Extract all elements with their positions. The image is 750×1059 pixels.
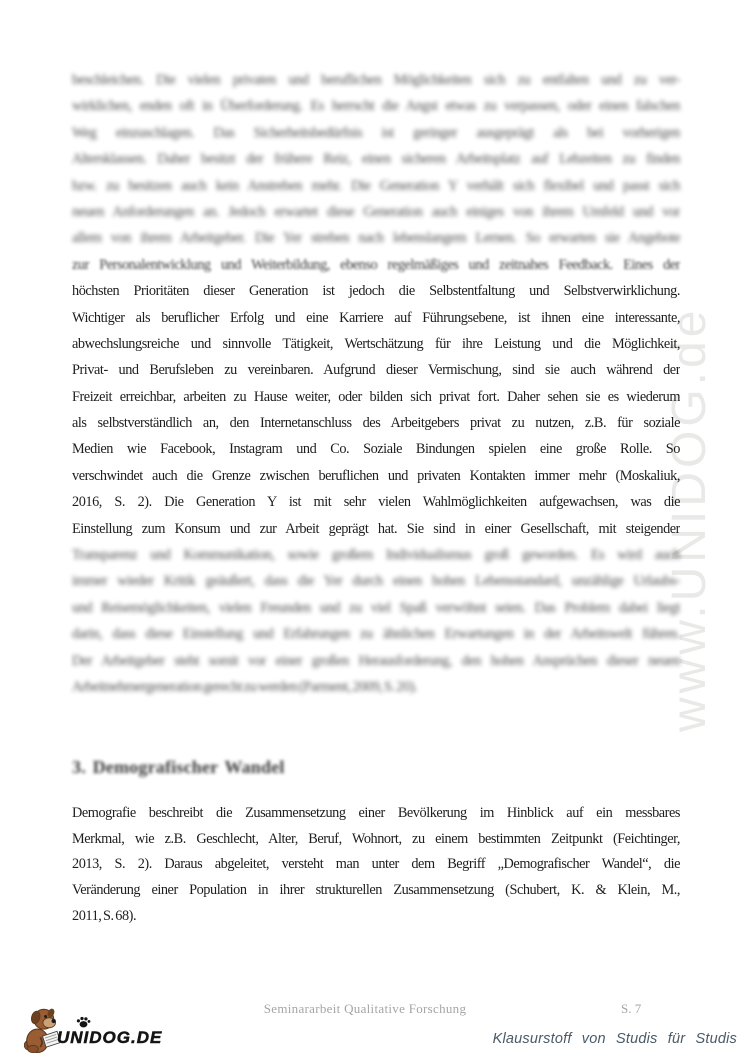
body-text-line: Veränderung einer Population in ihrer strukturellen Zusammensetzung (Schubert, K. & Klein, M., (72, 882, 680, 899)
footer-doc-title: Seminararbeit Qualitative Forschung (263, 1001, 467, 1016)
body-text-line: Weg einzuschlagen. Das Sicherheitsbedürfnis ist geringer ausgeprägt als bei vorherigen (72, 124, 680, 141)
body-text-line: allem von ihrem Arbeitgeber. Die Yer streben nach lebenslangem Lernen. So erwarten sie Angebote (72, 230, 680, 247)
body-text-line: wirklichen, enden oft in Überforderung. Es herrscht die Angst etwas zu verpassen, oder einen falschen (72, 98, 680, 115)
section-heading: 3. Demografischer Wandel (72, 757, 285, 777)
body-text-line: Medien wie Facebook, Instagram und Co. Soziale Bindungen spielen eine große Rolle. So (72, 441, 680, 458)
body-text-line: und Reisemöglichkeiten, vielen Freunden und zu viel Spaß verwöhnt seien. Das Problem dabei liegt (72, 599, 680, 616)
body-text-line: Merkmal, wie z.B. Geschlecht, Alter, Beruf, Wohnort, zu einem bestimmten Zeitpunkt (Feichtinger, (72, 830, 680, 847)
body-text-line: 2013, S. 2). Daraus abgeleitet, versteht man unter dem Begriff „Demografischer Wandel“, die (72, 856, 680, 873)
body-text-line: beschleichen. Die vielen privaten und beruflichen Möglichkeiten sich zu entfalten und zu ver- (72, 72, 680, 88)
body-text-line: Der Arbeitgeber steht somit vor einer großen Herausforderung, den hohen Ansprüchen dieser neuen (72, 652, 680, 669)
body-text-line: zur Personalentwicklung und Weiterbildung, ebenso regelmäßiges und zeitnahes Feedback. Eines der (72, 256, 680, 273)
body-text-line: Einstellung zum Konsum und zur Arbeit geprägt hat. Sie sind in einer Gesellschaft, mit steigender (72, 520, 680, 537)
body-text-line: verschwindet auch die Grenze zwischen beruflichen und privaten Kontakten immer mehr (Moskaliuk, (72, 467, 680, 484)
body-text-line: neuen Anforderungen an. Jedoch erwartet diese Generation auch einiges von ihrem Umfeld und vor (72, 203, 680, 220)
body-text-line: Altersklassen. Daher besitzt der frühere Reiz, einen sicheren Arbeitsplatz auf Lebzeiten zu finden (72, 151, 680, 168)
body-text-line: abwechslungsreiche und sinnvolle Tätigkeit, Wertschätzung für ihre Leistung und die Möglichkeit, (72, 335, 680, 352)
body-text-line: als selbstverständlich an, den Internetanschluss des Arbeitgebers privat zu nutzen, z.B. für soziale (72, 415, 680, 432)
paw-print-icon (76, 1015, 91, 1027)
footer-page-number: S. 7 (621, 1001, 642, 1016)
body-text-line: Freizeit erreichbar, arbeiten zu Hause weiter, oder bilden sich privat fort. Daher sehen sie es wiederum (72, 388, 680, 405)
body-text-line: Demografie beschreibt die Zusammensetzung einer Bevölkerung im Hinblick auf ein messbares (72, 805, 680, 821)
body-text-line: Privat- und Berufsleben zu vereinbaren. Aufgrund dieser Vermischung, sind sie auch während der (72, 362, 680, 379)
body-text-line: höchsten Prioritäten dieser Generation ist jedoch die Selbstentfaltung und Selbstverwirklichung. (72, 283, 680, 300)
dog-mascot-icon (24, 1006, 60, 1054)
body-text-line: 2016, S. 2). Die Generation Y ist mit sehr vielen Wahlmöglichkeiten aufgewachsen, was die (72, 494, 680, 511)
unidog-watermark: www.UNIDOG.de (663, 306, 716, 732)
body-paragraph-demografie (72, 801, 680, 929)
brand-tagline: Klausurstoff von Studis für Studis (492, 1031, 737, 1047)
logo-text: UNIDOG.DE (57, 1028, 163, 1047)
body-text-line: 2011, S. 68). (72, 907, 137, 924)
unidog-logo[interactable] (24, 1004, 174, 1056)
body-text-line: Transparenz und Kommunikation, sowie großem Individualismus groß geworden. Es wird auch (72, 547, 680, 564)
body-text-line: darin, dass diese Einstellung und Erfahrungen zu ähnlichen Erwartungen in der Arbeitswelt führen. (72, 626, 680, 643)
body-text-line: Arbeitnehmergeneration gerecht zu werden (Parment, 2009, S. 20). (72, 678, 418, 695)
body-text-line: bzw. zu besitzen auch kein Anstreben mehr. Die Generation Y verhält sich flexibel und passt sich (72, 177, 680, 194)
body-text-line: Wichtiger als beruflicher Erfolg und eine Karriere auf Führungsebene, ist ihnen eine interessante, (72, 309, 680, 326)
body-paragraph-generation-y (72, 67, 680, 700)
body-text-line: immer wieder Kritik geäußert, dass die Yer durch einen hohen Lebensstandard, unzählige Urlaubs- (72, 573, 680, 590)
